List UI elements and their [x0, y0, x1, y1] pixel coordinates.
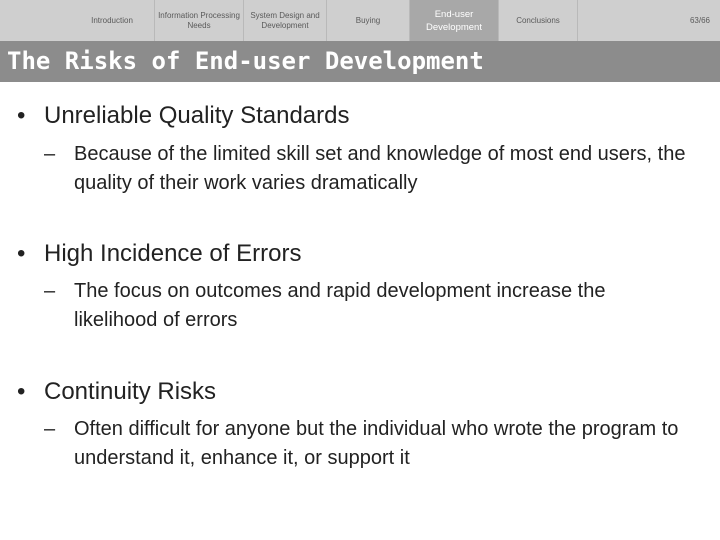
bullet-detail [44, 140, 694, 198]
nav-item-label: End-user Development [426, 8, 482, 33]
bullet-detail-text: Because of the limited skill set and knowledge of most end users, the quality of their work varies dramatically [74, 143, 686, 194]
bullet-dot-icon: • [17, 240, 26, 267]
bullet-heading [17, 101, 350, 131]
bullet-heading-text: High Incidence of Errors [44, 240, 302, 267]
nav-item-information-processing-needs[interactable] [155, 0, 243, 41]
dash-icon: – [44, 418, 56, 440]
bullet-heading [17, 377, 216, 407]
nav-item-conclusions[interactable] [499, 0, 577, 41]
nav-item-label: Introduction [91, 15, 133, 25]
bullet-detail [44, 415, 694, 473]
dash-icon: – [44, 280, 56, 302]
dash-icon: – [44, 143, 56, 165]
nav-item-label: System Design and Development [250, 10, 320, 30]
nav-item-label: Information Processing Needs [158, 10, 240, 30]
nav-divider [577, 0, 578, 41]
nav-item-label: Buying [355, 15, 381, 25]
page-number: 63/66 [689, 16, 710, 25]
bullet-heading-text: Unreliable Quality Standards [44, 102, 350, 129]
bullet-detail-text: Often difficult for anyone but the individual who wrote the program to understand it, enhance it, or support it [74, 418, 679, 469]
slide-title: The Risks of End-user Development [7, 47, 484, 75]
section-navbar [0, 0, 720, 41]
nav-item-buying[interactable] [327, 0, 409, 41]
bullet-detail [44, 277, 694, 335]
bullet-heading [17, 239, 301, 269]
title-bar [0, 41, 720, 82]
nav-item-introduction[interactable] [70, 0, 154, 41]
nav-item-system-design-and-development[interactable] [244, 0, 326, 41]
bullet-detail-text: The focus on outcomes and rapid development increase the likelihood of errors [74, 280, 606, 331]
bullet-heading-text: Continuity Risks [44, 378, 217, 405]
nav-item-label: Conclusions [516, 15, 560, 25]
nav-item-end-user-development[interactable] [410, 0, 498, 41]
bullet-dot-icon: • [17, 378, 26, 405]
bullet-dot-icon: • [17, 102, 26, 129]
